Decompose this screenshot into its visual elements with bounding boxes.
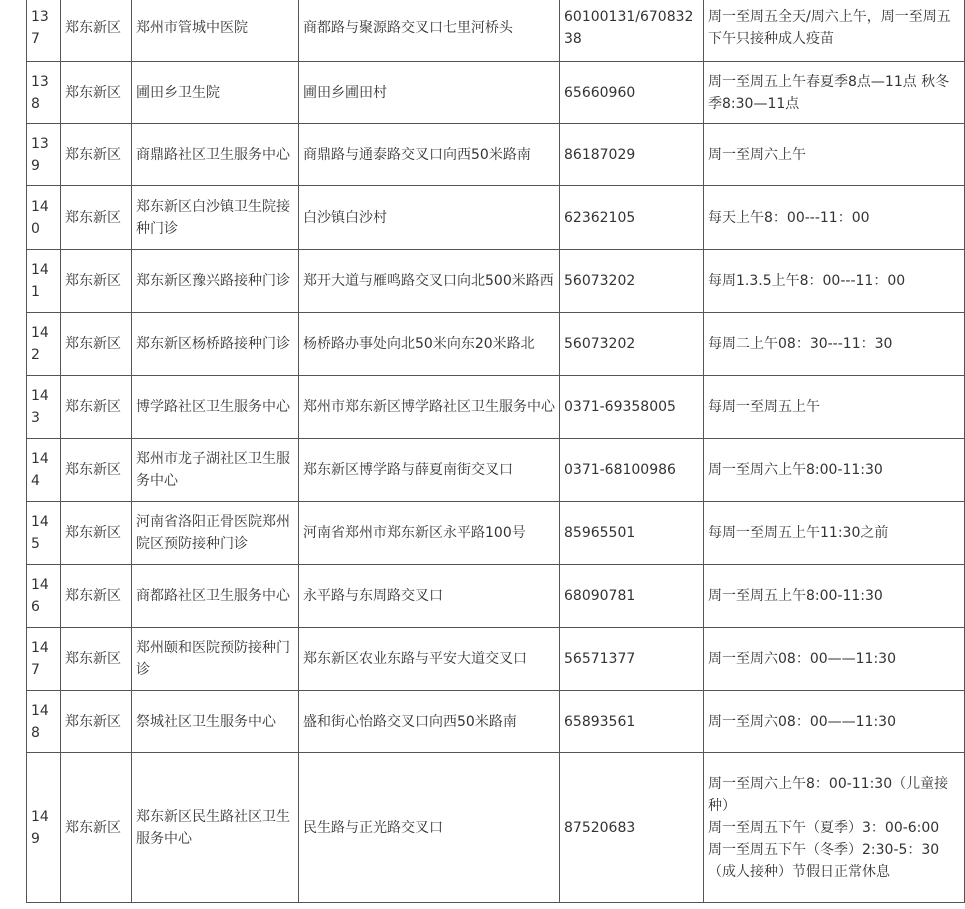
hours-line: 每天上午8：00---11：00 <box>708 209 870 226</box>
address-cell: 河南省郑州市郑东新区永平路100号 <box>299 502 560 565</box>
row-number: 149 <box>27 753 61 903</box>
hours-cell <box>704 502 965 565</box>
clinic-name-cell: 河南省洛阳正骨医院郑州院区预防接种门诊 <box>132 502 299 565</box>
hours-cell <box>704 250 965 313</box>
phone-cell: 65660960 <box>560 62 704 124</box>
hours-cell <box>704 124 965 186</box>
table-row <box>27 439 965 502</box>
row-number: 138 <box>27 62 61 124</box>
district-cell: 郑东新区 <box>61 0 132 62</box>
district-cell: 郑东新区 <box>61 628 132 691</box>
hours-line: 周一至周五下午（夏季）3：00-6:00 <box>708 819 940 836</box>
address-cell: 郑东新区博学路与薛夏南街交叉口 <box>299 439 560 502</box>
address-cell: 圃田乡圃田村 <box>299 62 560 124</box>
district-cell: 郑东新区 <box>61 250 132 313</box>
table-row <box>27 124 965 186</box>
hours-cell <box>704 186 965 250</box>
row-number: 147 <box>27 628 61 691</box>
district-cell: 郑东新区 <box>61 313 132 376</box>
address-cell: 盛和街心怡路交叉口向西50米路南 <box>299 691 560 753</box>
hours-line: 周一至周六上午8：00-11:30（儿童接种） <box>708 775 949 814</box>
table-row <box>27 313 965 376</box>
phone-cell: 56073202 <box>560 250 704 313</box>
phone-cell: 62362105 <box>560 186 704 250</box>
clinic-name-cell: 郑州颐和医院预防接种门诊 <box>132 628 299 691</box>
address-cell: 商鼎路与通泰路交叉口向西50米路南 <box>299 124 560 186</box>
hours-cell <box>704 628 965 691</box>
phone-cell: 0371-69358005 <box>560 376 704 439</box>
table-body <box>27 0 965 903</box>
address-cell: 郑东新区农业东路与平安大道交叉口 <box>299 628 560 691</box>
district-cell: 郑东新区 <box>61 62 132 124</box>
hours-cell <box>704 376 965 439</box>
row-number: 146 <box>27 565 61 628</box>
address-cell: 郑开大道与雁鸣路交叉口向北500米路西 <box>299 250 560 313</box>
hours-line: 每周二上午08：30---11：30 <box>708 336 893 352</box>
row-number: 143 <box>27 376 61 439</box>
document-page <box>26 0 965 909</box>
phone-cell: 85965501 <box>560 502 704 565</box>
hours-cell <box>704 753 965 903</box>
phone-cell: 0371-68100986 <box>560 439 704 502</box>
table-row <box>27 62 965 124</box>
clinic-name-cell: 郑州市龙子湖社区卫生服务中心 <box>132 439 299 502</box>
phone-cell: 56571377 <box>560 628 704 691</box>
hours-line: 周一至周六08：00——11:30 <box>708 651 896 667</box>
hours-line: 周一至周五上午春夏季8点—11点 秋冬季8:30—11点 <box>708 73 950 112</box>
table-row <box>27 250 965 313</box>
clinic-name-cell: 商都路社区卫生服务中心 <box>132 565 299 628</box>
row-number: 142 <box>27 313 61 376</box>
table-row <box>27 376 965 439</box>
vaccination-clinic-table <box>26 0 965 903</box>
district-cell: 郑东新区 <box>61 691 132 753</box>
hours-line: 每周一至周五上午 <box>708 399 820 415</box>
phone-cell: 56073202 <box>560 313 704 376</box>
table-row <box>27 628 965 691</box>
clinic-name-cell: 郑东新区民生路社区卫生服务中心 <box>132 753 299 903</box>
table-row <box>27 502 965 565</box>
hours-cell <box>704 565 965 628</box>
address-cell: 商都路与聚源路交叉口七里河桥头 <box>299 0 560 62</box>
phone-cell: 68090781 <box>560 565 704 628</box>
clinic-name-cell: 郑东新区白沙镇卫生院接种门诊 <box>132 186 299 250</box>
clinic-name-cell: 圃田乡卫生院 <box>132 62 299 124</box>
row-number: 139 <box>27 124 61 186</box>
row-number: 148 <box>27 691 61 753</box>
row-number: 144 <box>27 439 61 502</box>
table-row <box>27 691 965 753</box>
hours-line: 周一至周六上午 <box>708 146 806 163</box>
hours-line: 周一至周五全天/周六上午，周一至周五下午只接种成人疫苗 <box>708 9 951 47</box>
table-row <box>27 753 965 903</box>
clinic-name-cell: 郑东新区杨桥路接种门诊 <box>132 313 299 376</box>
address-cell: 白沙镇白沙村 <box>299 186 560 250</box>
hours-line: 周一至周六08：00——11:30 <box>708 713 896 730</box>
row-number: 137 <box>27 0 61 62</box>
address-cell: 民生路与正光路交叉口 <box>299 753 560 903</box>
district-cell: 郑东新区 <box>61 186 132 250</box>
district-cell: 郑东新区 <box>61 565 132 628</box>
address-cell: 永平路与东周路交叉口 <box>299 565 560 628</box>
district-cell: 郑东新区 <box>61 124 132 186</box>
phone-cell: 86187029 <box>560 124 704 186</box>
clinic-name-cell: 商鼎路社区卫生服务中心 <box>132 124 299 186</box>
hours-cell <box>704 313 965 376</box>
hours-cell <box>704 439 965 502</box>
district-cell: 郑东新区 <box>61 376 132 439</box>
hours-line: 周一至周五上午8:00-11:30 <box>708 588 883 604</box>
phone-cell: 60100131/67083238 <box>560 0 704 62</box>
table-row <box>27 0 965 62</box>
clinic-name-cell: 郑州市管城中医院 <box>132 0 299 62</box>
address-cell: 杨桥路办事处向北50米向东20米路北 <box>299 313 560 376</box>
district-cell: 郑东新区 <box>61 439 132 502</box>
hours-cell <box>704 62 965 124</box>
clinic-name-cell: 郑东新区豫兴路接种门诊 <box>132 250 299 313</box>
hours-line: 每周一至周五上午11:30之前 <box>708 525 889 541</box>
hours-cell <box>704 691 965 753</box>
table-row <box>27 565 965 628</box>
district-cell: 郑东新区 <box>61 502 132 565</box>
hours-line: 周一至周六上午8:00-11:30 <box>708 462 883 478</box>
hours-line: 周一至周五下午（冬季）2:30-5：30（成人接种）节假日正常休息 <box>708 841 940 880</box>
district-cell: 郑东新区 <box>61 753 132 903</box>
phone-cell: 65893561 <box>560 691 704 753</box>
table-row <box>27 186 965 250</box>
row-number: 145 <box>27 502 61 565</box>
clinic-name-cell: 博学路社区卫生服务中心 <box>132 376 299 439</box>
row-number: 140 <box>27 186 61 250</box>
hours-line: 每周1.3.5上午8：00---11：00 <box>708 273 906 289</box>
hours-cell <box>704 0 965 62</box>
phone-cell: 87520683 <box>560 753 704 903</box>
row-number: 141 <box>27 250 61 313</box>
clinic-name-cell: 祭城社区卫生服务中心 <box>132 691 299 753</box>
address-cell: 郑州市郑东新区博学路社区卫生服务中心 <box>299 376 560 439</box>
